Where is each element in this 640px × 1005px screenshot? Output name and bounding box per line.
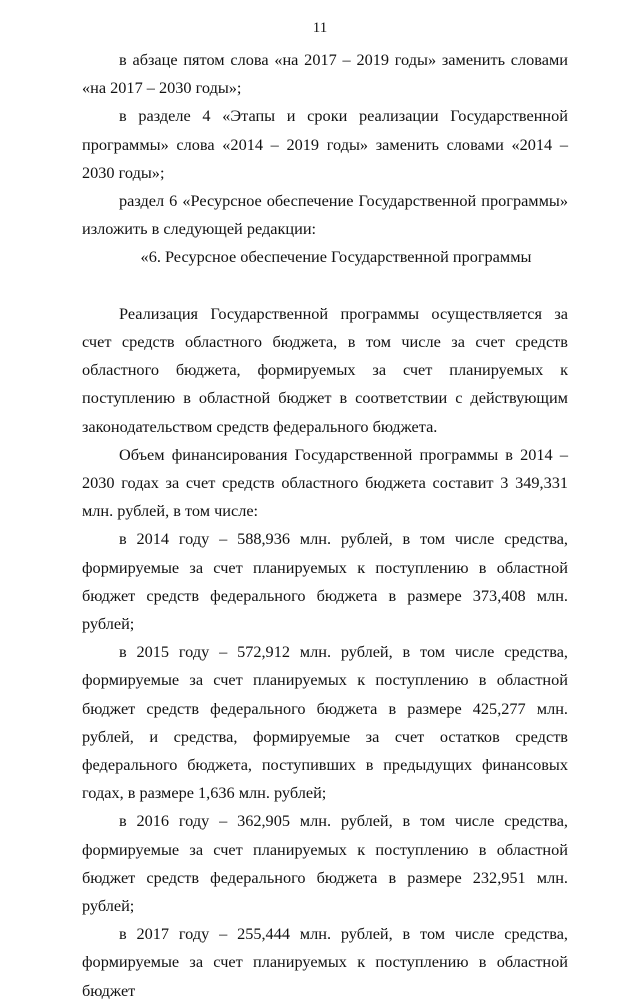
amendment-paragraph-2: в разделе 4 «Этапы и сроки реализации Государственной программы» слова «2014 – 2019 годы» заменить словами «2014 – 2030 годы»; (82, 106, 568, 182)
amendment-paragraph-1: в абзаце пятом слова «на 2017 – 2019 годы» заменить словами «на 2017 – 2030 годы»; (82, 50, 568, 98)
section-paragraph-1: Реализация Государственной программы осуществляется за счет средств областного бюджета, в том числе за счет средств областного бюджета, формируемых за счет планируемых к поступлению в областной бюджет в соответствии с действующим законодательством средств федерального бюджета. (82, 303, 568, 436)
document-body (82, 46, 568, 1005)
section-paragraph-4: в 2015 году – 572,912 млн. рублей, в том числе средства, формируемые за счет планируемых к поступлению в областной бюджет средств федерального бюджета в размере 425,277 млн. рублей, и средства, формируемые за счет остатков средств федерального бюджета, поступивших в предыдущих финансовых годах, в размере 1,636 млн. рублей; (82, 642, 568, 803)
section-paragraph-6: в 2017 году – 255,444 млн. рублей, в том числе средства, формируемые за счет планируемых к поступлению в областной бюджет (82, 924, 568, 1000)
section-paragraph-5: в 2016 году – 362,905 млн. рублей, в том числе средства, формируемые за счет планируемых к поступлению в областной бюджет средств федерального бюджета в размере 232,951 млн. рублей; (82, 811, 568, 916)
section-paragraph-3: в 2014 году – 588,936 млн. рублей, в том числе средства, формируемые за счет планируемых к поступлению в областной бюджет средств федерального бюджета в размере 373,408 млн. рублей; (82, 529, 568, 634)
section-paragraph-2: Объем финансирования Государственной программы в 2014 – 2030 годах за счет средств областного бюджета составит 3 349,331 млн. рублей, в том числе: (82, 444, 568, 521)
section-title: «6. Ресурсное обеспечение Государственной программы (140, 247, 532, 267)
amendment-paragraph-3: раздел 6 «Ресурсное обеспечение Государственной программы» изложить в следующей редакции: (82, 191, 568, 239)
blank-line (82, 272, 568, 300)
page-number: 11 (312, 20, 328, 36)
